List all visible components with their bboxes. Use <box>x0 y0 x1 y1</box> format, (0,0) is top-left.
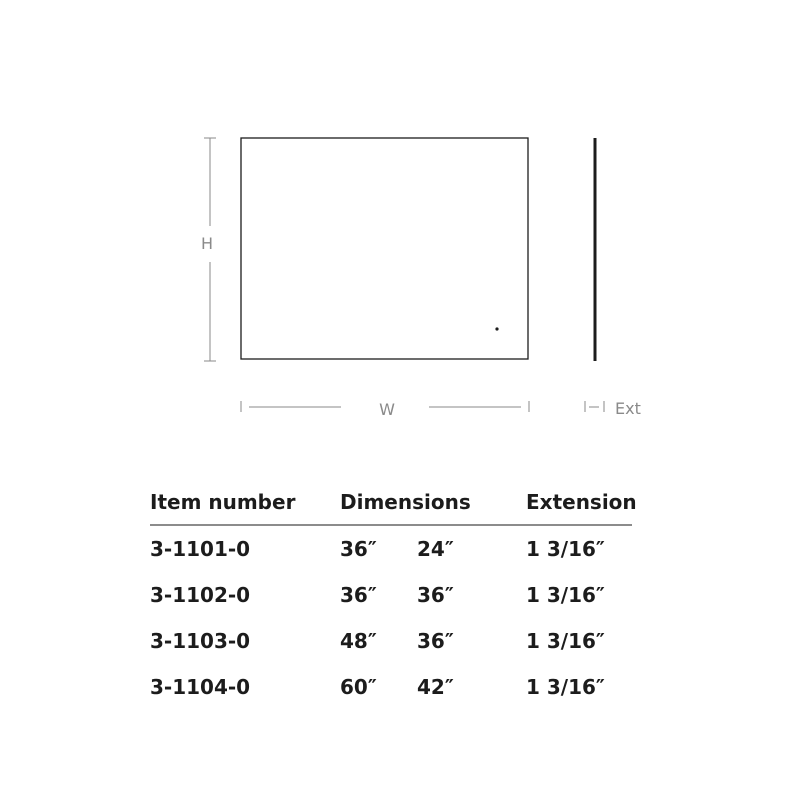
width-cell: 60″ <box>340 675 377 699</box>
height-cell: 36″ <box>417 583 454 607</box>
mirror-front-view <box>241 138 528 359</box>
height-cell: 36″ <box>417 629 454 653</box>
extension-label: Ext <box>615 399 641 418</box>
item-number-cell: 3-1103-0 <box>150 629 251 653</box>
height-cell: 24″ <box>417 537 454 561</box>
height-cell: 42″ <box>417 675 454 699</box>
table-header <box>150 488 637 526</box>
header-extension: Extension <box>526 490 637 514</box>
table-row <box>150 618 632 664</box>
extension-cell: 1 3/16″ <box>526 583 605 607</box>
item-number-cell: 3-1102-0 <box>150 583 251 607</box>
extension-cell: 1 3/16″ <box>526 675 605 699</box>
extension-cell: 1 3/16″ <box>526 629 605 653</box>
width-dimension <box>241 400 529 419</box>
item-number-cell: 3-1104-0 <box>150 675 251 699</box>
table-row <box>150 526 632 572</box>
width-label: W <box>379 400 395 419</box>
width-cell: 36″ <box>340 583 377 607</box>
sensor-dot <box>495 327 498 330</box>
height-label: H <box>200 234 214 253</box>
height-dimension <box>201 138 216 361</box>
table-row <box>150 664 632 710</box>
extension-dimension <box>585 399 641 418</box>
width-cell: 48″ <box>340 629 377 653</box>
extension-cell: 1 3/16″ <box>526 537 605 561</box>
spec-table <box>150 488 637 710</box>
item-number-cell: 3-1101-0 <box>150 537 251 561</box>
table-row <box>150 572 632 618</box>
width-cell: 36″ <box>340 537 377 561</box>
header-item-number: Item number <box>150 490 296 514</box>
header-dimensions: Dimensions <box>340 490 471 514</box>
